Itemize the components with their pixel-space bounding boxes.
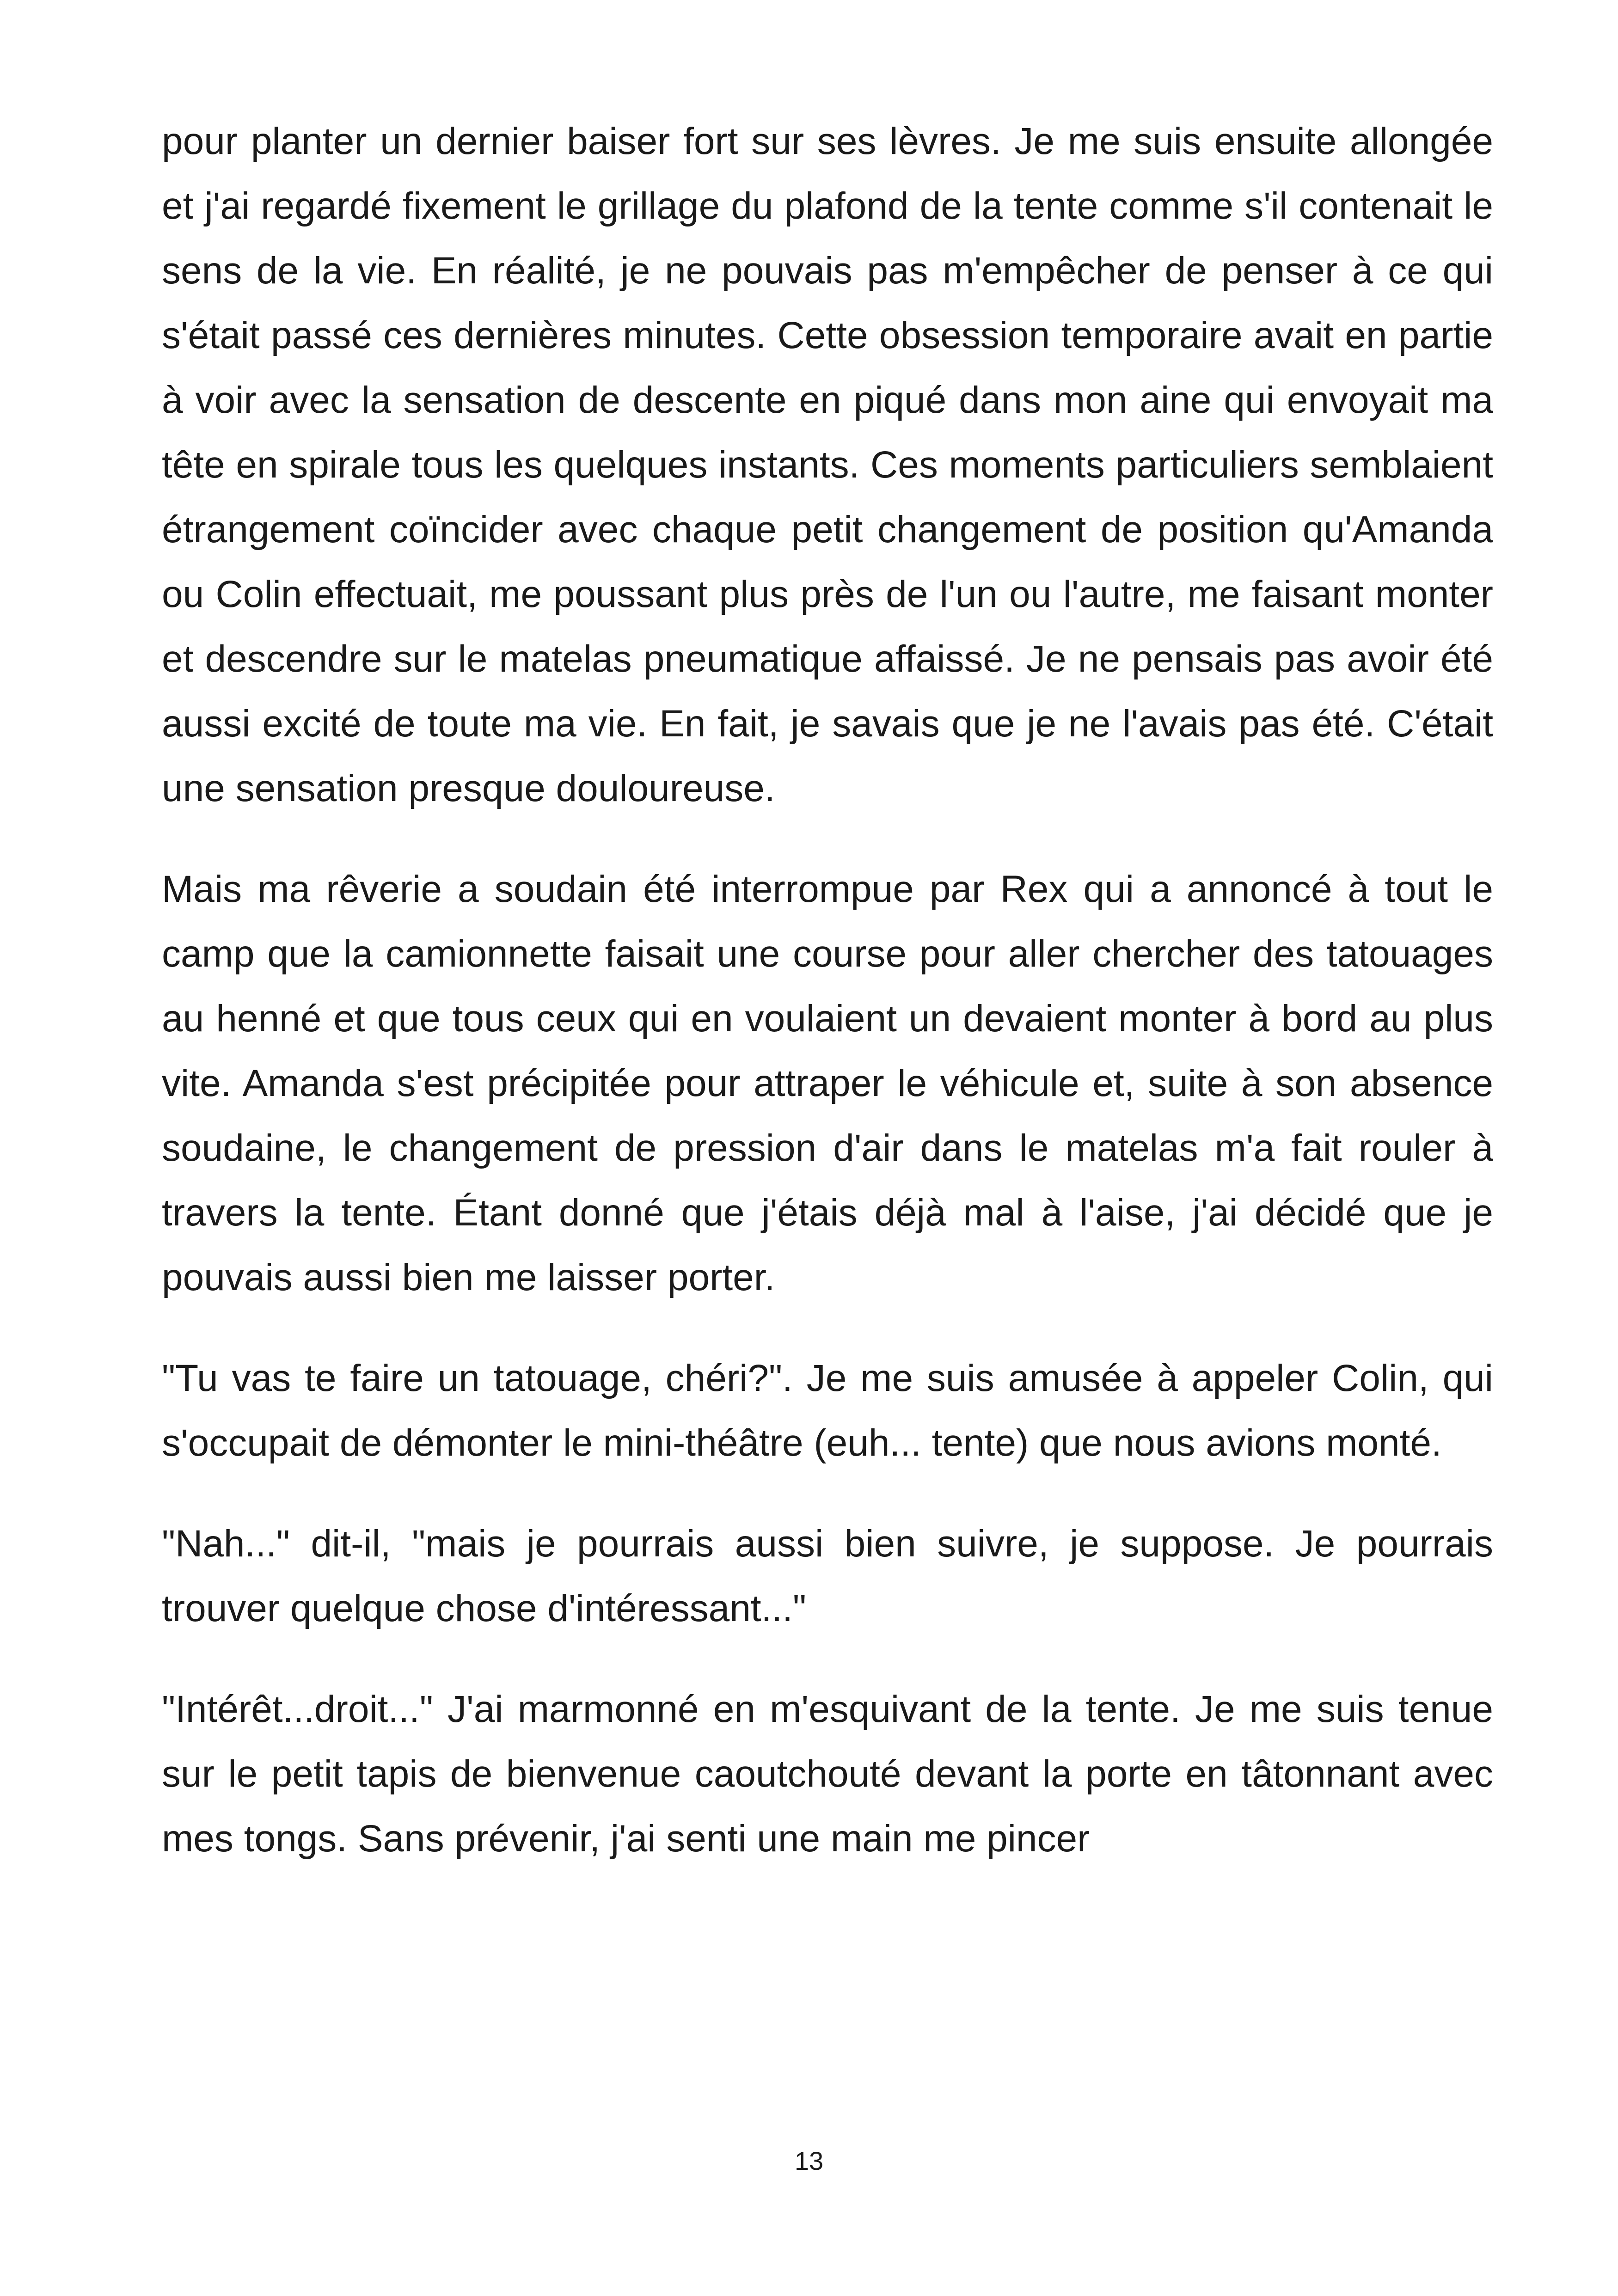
paragraph-5: "Intérêt...droit..." J'ai marmonné en m'esquivant de la tente. Je me suis tenue sur le petit tapis de bienvenue caoutchouté devant la porte en tâtonnant avec mes tongs. Sans prévenir, j'ai senti une main me pincer [162, 1688, 1493, 1860]
text-body [162, 109, 1493, 1907]
page-number: 13 [794, 2146, 824, 2175]
paragraph-4: "Nah..." dit-il, "mais je pourrais aussi bien suivre, je suppose. Je pourrais trouver quelque chose d'intéressant..." [162, 1523, 1493, 1629]
paragraph-3: "Tu vas te faire un tatouage, chéri?". Je me suis amusée à appeler Colin, qui s'occupait de démonter le mini-théâtre (euh... tente) que nous avions monté. [162, 1357, 1493, 1464]
paragraph-2: Mais ma rêverie a soudain été interrompue par Rex qui a annoncé à tout le camp que la camionnette faisait une course pour aller chercher des tatouages au henné et que tous ceux qui en voulaient un devaient monter à bord au plus vite. Amanda s'est précipitée pour attraper le véhicule et, suite à son absence soudaine, le changement de pression d'air dans le matelas m'a fait rouler à travers la tente. Étant donné que j'étais déjà mal à l'aise, j'ai décidé que je pouvais aussi bien me laisser porter. [162, 868, 1493, 1298]
paragraph-1: pour planter un dernier baiser fort sur ses lèvres. Je me suis ensuite allongée et j'ai regardé fixement le grillage du plafond de la tente comme s'il contenait le sens de la vie. En réalité, je ne pouvais pas m'empêcher de penser à ce qui s'était passé ces dernières minutes. Cette obsession temporaire avait en partie à voir avec la sensation de descente en piqué dans mon aine qui envoyait ma tête en spirale tous les quelques instants. Ces moments particuliers semblaient étrangement coïncider avec chaque petit changement de position qu'Amanda ou Colin effectuait, me poussant plus près de l'un ou l'autre, me faisant monter et descendre sur le matelas pneumatique affaissé. Je ne pensais pas avoir été aussi excité de toute ma vie. En fait, je savais que je ne l'avais pas été. C'était une sensation presque douloureuse. [162, 120, 1493, 809]
